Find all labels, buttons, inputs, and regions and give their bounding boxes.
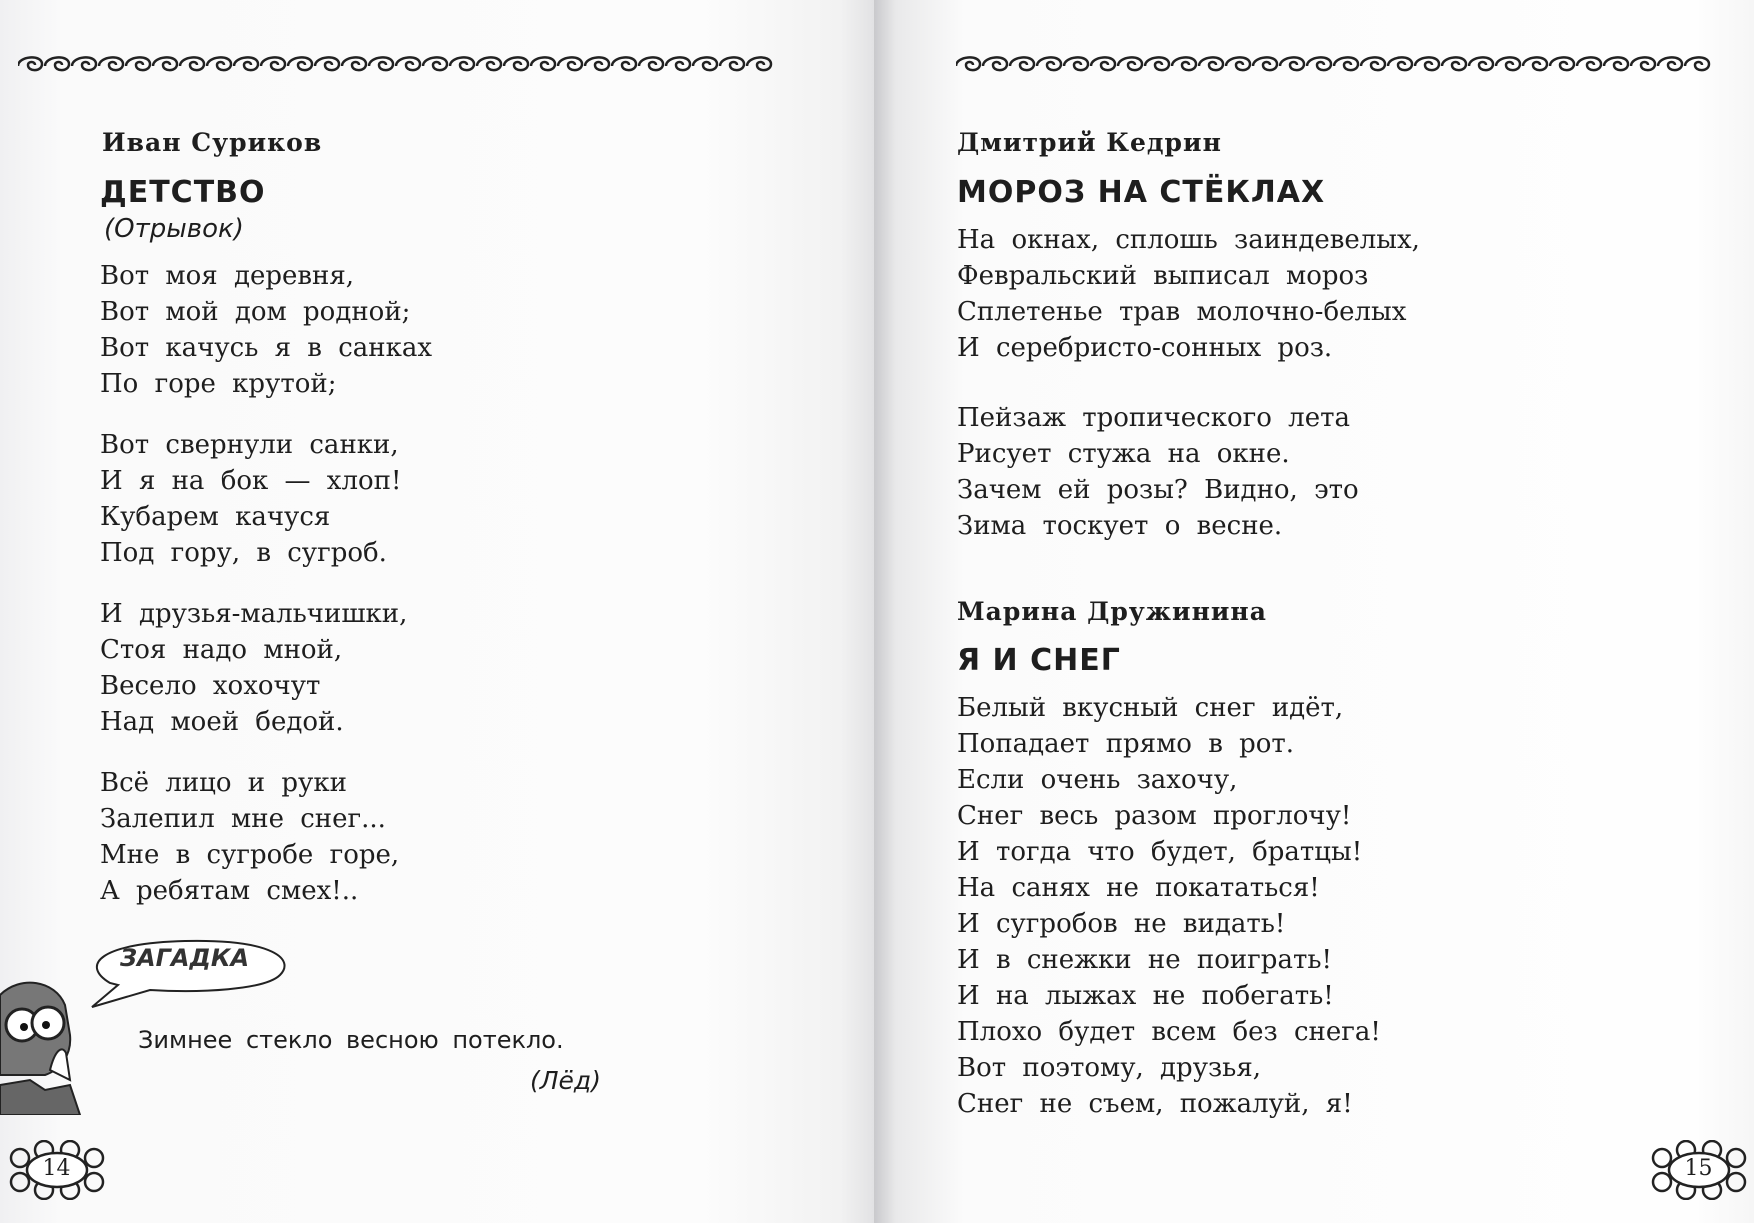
- poem-title: ДЕТСТВО: [100, 175, 266, 210]
- poem-line: И на лыжах не побегать!: [957, 981, 1334, 1011]
- poem-line: Попадает прямо в рот.: [957, 729, 1295, 759]
- riddle-answer: (Лёд): [530, 1066, 601, 1095]
- poem-author: Марина Дружинина: [957, 597, 1267, 626]
- poem-line: Стоя надо мной,: [100, 635, 343, 665]
- poem-line: Белый вкусный снег идёт,: [957, 693, 1344, 723]
- stanza: [957, 400, 1420, 544]
- poem-line: И тогда что будет, братцы!: [957, 837, 1363, 867]
- poem-line: Пейзаж тропического лета: [957, 403, 1350, 433]
- right-page: [874, 0, 1754, 1223]
- swirl-ornament-border: [956, 52, 1726, 76]
- thinking-boy-illustration: [0, 975, 90, 1115]
- poem-line: И серебристо-сонных роз.: [957, 333, 1333, 363]
- poem-line: Над моей бедой.: [100, 707, 344, 737]
- poem-title: МОРОЗ НА СТЁКЛАХ: [957, 175, 1326, 210]
- riddle-text: Зимнее стекло весною потекло.: [138, 1026, 564, 1054]
- stanza: [100, 258, 432, 402]
- poem-title: Я И СНЕГ: [957, 643, 1121, 678]
- poem-line: Вот поэтому, друзья,: [957, 1053, 1261, 1083]
- poem-line: На санях не покататься!: [957, 873, 1320, 903]
- poem-author: Дмитрий Кедрин: [957, 128, 1222, 157]
- swirl-ornament-border: [18, 52, 788, 76]
- poem-line: Кубарем качуся: [100, 502, 331, 532]
- page-number: [0, 1140, 113, 1200]
- poem-line: По горе крутой;: [100, 369, 337, 399]
- poem-line: Вот мой дом родной;: [100, 297, 411, 327]
- poem-line: Всё лицо и руки: [100, 768, 347, 798]
- poem-line: Снег не съем, пожалуй, я!: [957, 1089, 1353, 1119]
- poem-line: Мне в сугробе горе,: [100, 840, 400, 870]
- poem-body: [957, 690, 1381, 1122]
- page-number-text: 14: [42, 1156, 71, 1181]
- poem-line: На окнах, сплошь заиндевелых,: [957, 225, 1420, 255]
- poem-line: И в снежки не поиграть!: [957, 945, 1332, 975]
- poem-line: Залепил мне снег...: [100, 804, 386, 834]
- poem-line: А ребятам смех!..: [100, 876, 359, 906]
- poem-line: Февральский выписал мороз: [957, 261, 1369, 291]
- poem-line: Рисует стужа на окне.: [957, 439, 1290, 469]
- page-number: [1642, 1140, 1754, 1200]
- poem-line: И сугробов не видать!: [957, 909, 1286, 939]
- stanza: [100, 596, 432, 740]
- poem-line: Снег весь разом проглочу!: [957, 801, 1352, 831]
- stanza: [957, 222, 1420, 366]
- poem-line: Если очень захочу,: [957, 765, 1238, 795]
- poem-line: Под гору, в сугроб.: [100, 538, 387, 568]
- poem-line: Плохо будет всем без снега!: [957, 1017, 1381, 1047]
- poem-body: [957, 222, 1420, 544]
- stanza: [100, 427, 432, 571]
- poem-line: Зима тоскует о весне.: [957, 511, 1283, 541]
- left-page: [0, 0, 874, 1223]
- poem-line: Сплетенье трав молочно-белых: [957, 297, 1407, 327]
- poem-line: И я на бок — хлоп!: [100, 466, 402, 496]
- poem-author: Иван Суриков: [102, 128, 323, 157]
- poem-line: Вот свернули санки,: [100, 430, 399, 460]
- stanza: [100, 765, 432, 909]
- poem-subtitle: (Отрывок): [104, 214, 244, 244]
- poem-body: [100, 258, 432, 909]
- poem-line: Вот моя деревня,: [100, 261, 355, 291]
- poem-line: Зачем ей розы? Видно, это: [957, 475, 1359, 505]
- riddle-label: ЗАГАДКА: [120, 944, 250, 972]
- poem-line: И друзья-мальчишки,: [100, 599, 408, 629]
- poem-line: Весело хохочут: [100, 671, 321, 701]
- page-number-text: 15: [1684, 1156, 1713, 1181]
- poem-line: Вот качусь я в санках: [100, 333, 433, 363]
